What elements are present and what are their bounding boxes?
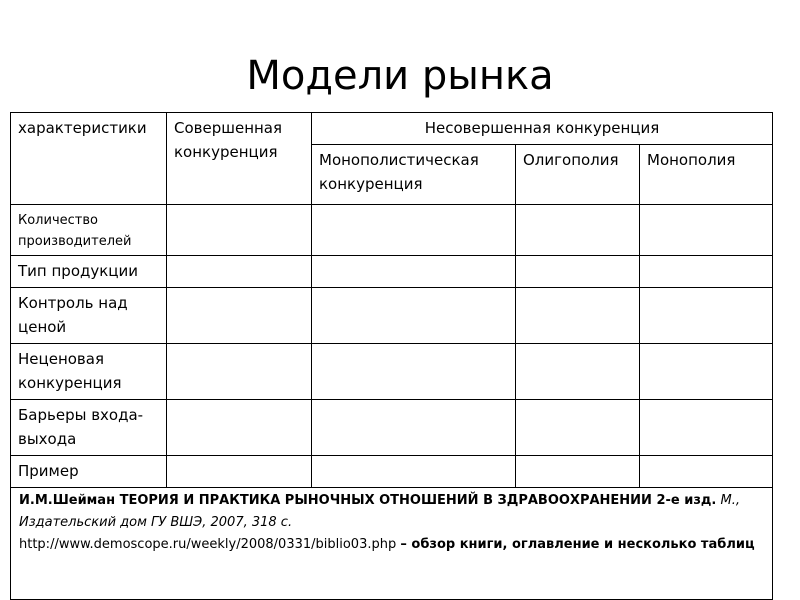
table-cell — [167, 256, 312, 288]
table-cell — [312, 456, 516, 488]
table-cell — [167, 205, 312, 256]
table-cell — [167, 288, 312, 344]
market-models-table — [10, 112, 773, 600]
table-cell — [167, 400, 312, 456]
header-monopolistic-competition: Монополистическая конкуренция — [312, 145, 516, 205]
source-author-title: И.М.Шейман ТЕОРИЯ И ПРАКТИКА РЫНОЧНЫХ ОТНОШЕНИЙ В ЗДРАВООХРАНЕНИИ 2-е изд. — [19, 493, 717, 508]
source-note: – обзор книги, оглавление и несколько таблиц — [400, 537, 755, 552]
table-cell — [640, 344, 773, 400]
table-cell — [312, 256, 516, 288]
table-cell — [312, 400, 516, 456]
source-row — [11, 488, 773, 600]
source-publisher: М., Издательский дом ГУ ВШЭ, 2007, 318 с. — [19, 493, 740, 530]
table-cell — [516, 400, 640, 456]
header-oligopoly: Олигополия — [516, 145, 640, 205]
table-cell — [516, 344, 640, 400]
row-label-non-price-competition: Неценовая конкуренция — [11, 344, 167, 400]
row-label-producers: Количество производителей — [11, 205, 167, 256]
table-cell — [516, 256, 640, 288]
header-row-1 — [11, 113, 773, 145]
table-cell — [640, 400, 773, 456]
row-label-example: Пример — [11, 456, 167, 488]
table-row — [11, 256, 773, 288]
table-cell — [312, 344, 516, 400]
table-cell — [167, 344, 312, 400]
table-cell — [516, 288, 640, 344]
table-cell — [640, 256, 773, 288]
header-monopoly: Монополия — [640, 145, 773, 205]
table-cell — [516, 205, 640, 256]
header-imperfect-competition: Несовершенная конкуренция — [312, 113, 773, 145]
slide-title: Модели рынка — [246, 53, 554, 99]
table-row — [11, 205, 773, 256]
table-cell — [167, 456, 312, 488]
header-characteristics: характеристики — [11, 113, 167, 205]
table-row — [11, 288, 773, 344]
source-url[interactable]: http://www.demoscope.ru/weekly/2008/0331/biblio03.php — [19, 537, 397, 552]
table-row — [11, 344, 773, 400]
row-label-product-type: Тип продукции — [11, 256, 167, 288]
table-row — [11, 456, 773, 488]
table-cell — [640, 456, 773, 488]
row-label-price-control: Контроль над ценой — [11, 288, 167, 344]
table-cell — [312, 205, 516, 256]
table-row — [11, 400, 773, 456]
row-label-entry-barriers: Барьеры входа-выхода — [11, 400, 167, 456]
table-cell — [640, 288, 773, 344]
header-perfect-competition: Совершенная конкуренция — [167, 113, 312, 205]
table-cell — [516, 456, 640, 488]
source-citation — [11, 488, 773, 600]
table-cell — [640, 205, 773, 256]
table-cell — [312, 288, 516, 344]
